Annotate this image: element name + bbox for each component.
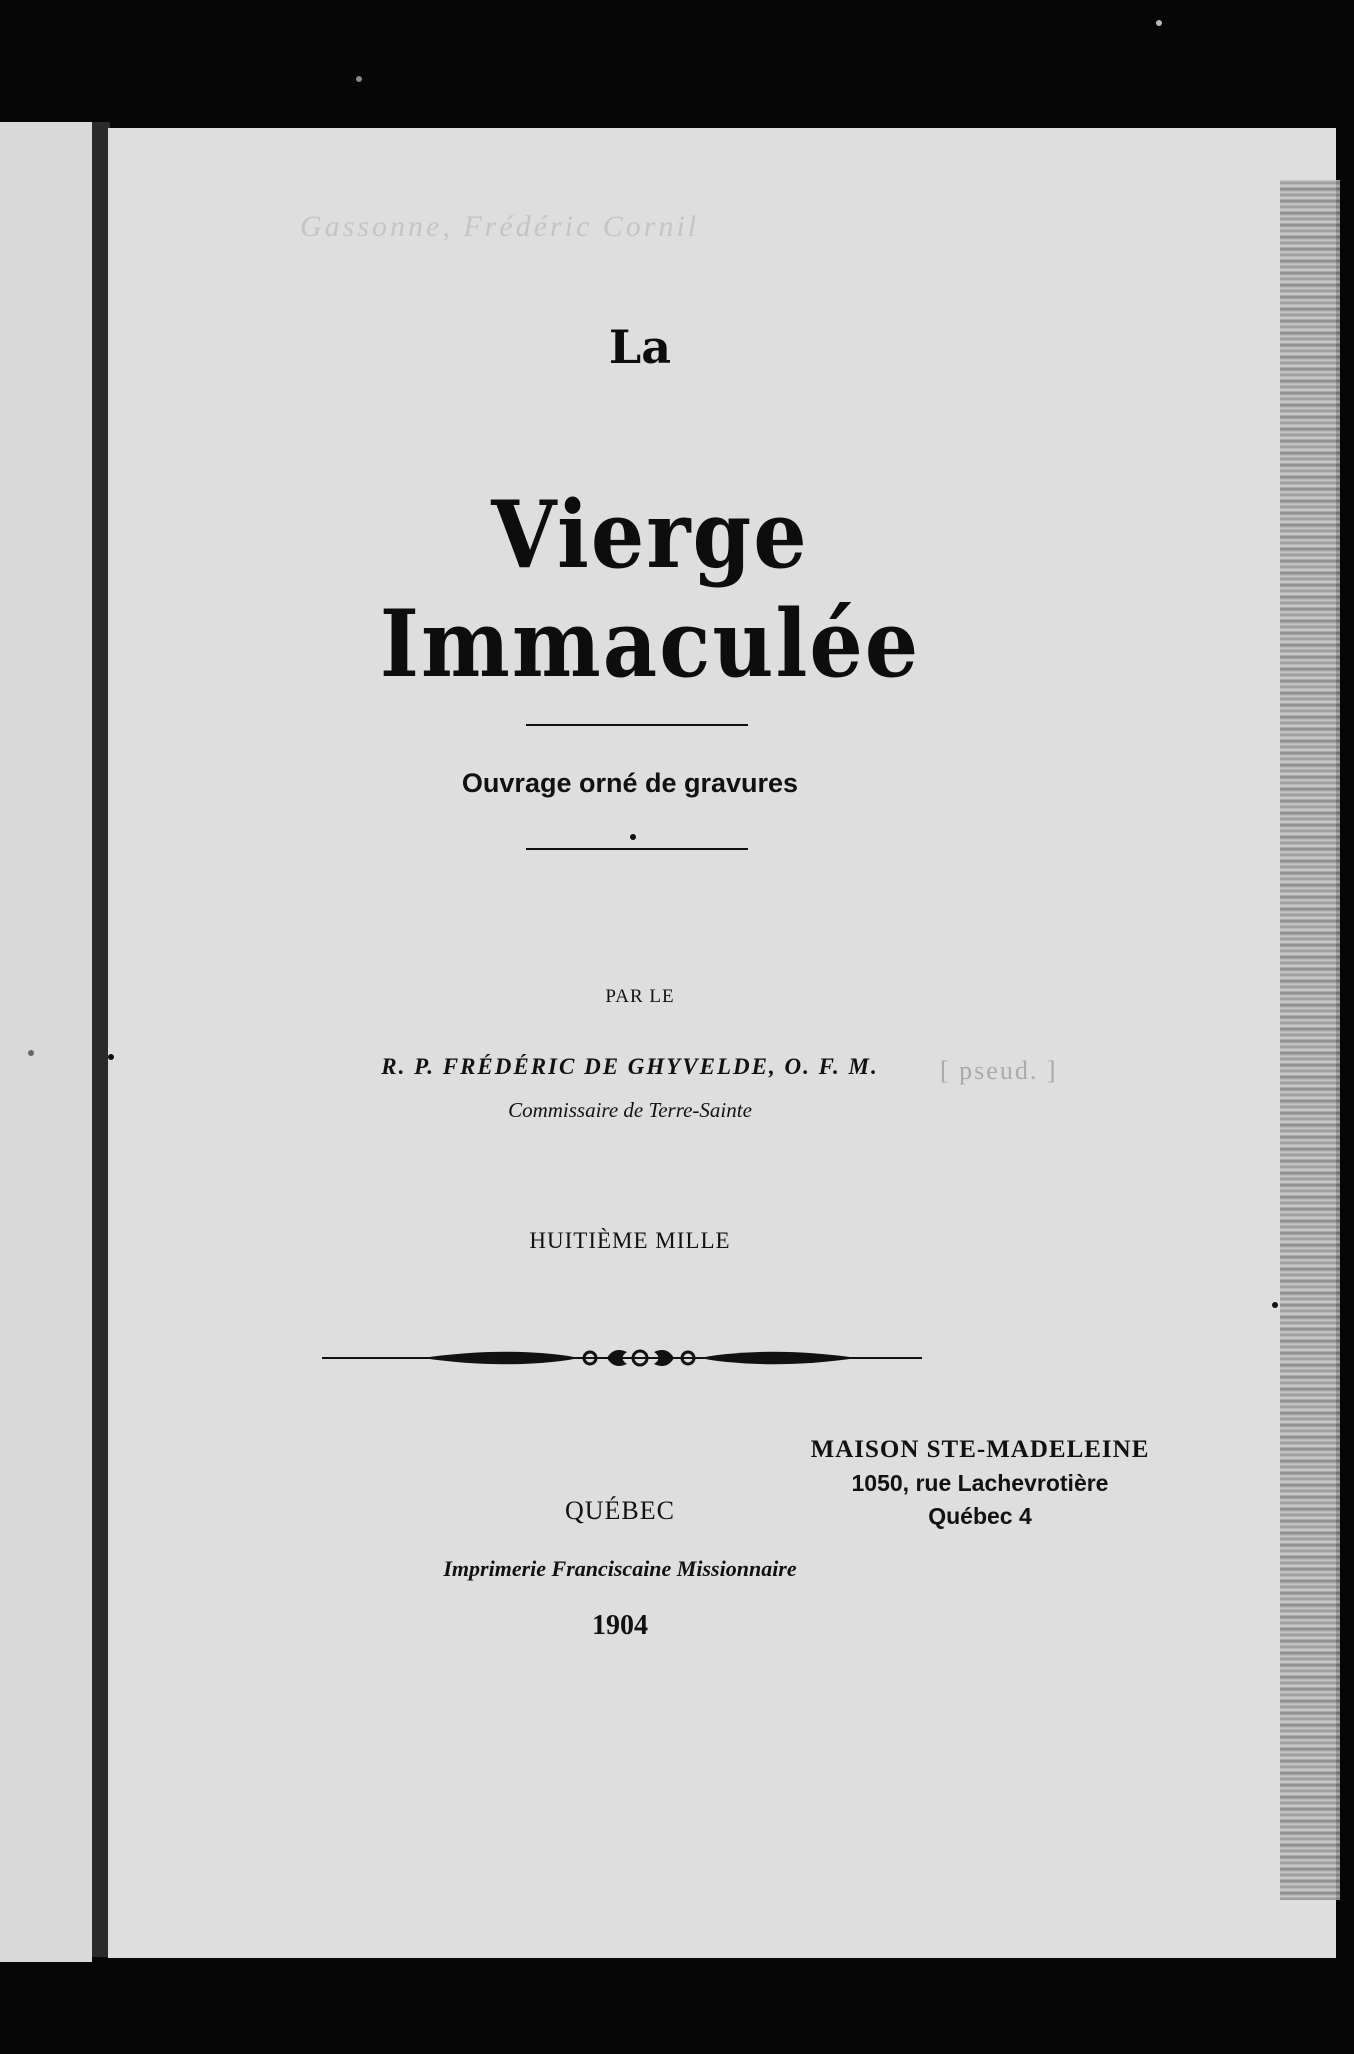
stamp-name: MAISON STE-MADELEINE (810, 1436, 1150, 1463)
imprint-city: QUÉBEC (565, 1496, 675, 1525)
imprint-printer: Imprimerie Franciscaine Missionnaire (443, 1556, 797, 1581)
dust-speck (108, 1054, 114, 1060)
byline-prefix: PAR LE (605, 986, 675, 1007)
dust-speck (1272, 1302, 1278, 1308)
ornament-divider-icon (322, 1338, 922, 1378)
rule-dot (630, 834, 636, 840)
rule-bottom (526, 848, 748, 850)
subtitle: Ouvrage orné de gravures (461, 768, 799, 798)
pencil-annotation: Gassonne, Frédéric Cornil (300, 210, 700, 243)
edition-statement: HUITIÈME MILLE (529, 1228, 731, 1253)
title-page (108, 128, 1336, 1958)
rule-top (526, 724, 748, 726)
book-title: Vierge Immaculée (379, 480, 921, 698)
title-article: La (608, 320, 672, 374)
dust-speck (28, 1050, 34, 1056)
stamp-city: Québec 4 (928, 1503, 1032, 1529)
author-name: R. P. FRÉDÉRIC DE GHYVELDE, O. F. M. (381, 1054, 879, 1079)
author-role: Commissaire de Terre-Sainte (508, 1098, 752, 1122)
stamp-street: 1050, rue Lachevrotière (851, 1470, 1109, 1496)
dust-speck (1156, 20, 1162, 26)
bracket-annotation: [ pseud. ] (940, 1056, 1058, 1085)
page-edge-texture (1280, 180, 1340, 1900)
dust-speck (356, 76, 362, 82)
facing-page (0, 122, 92, 1962)
library-stamp (800, 1436, 1160, 1530)
imprint-year: 1904 (592, 1610, 648, 1641)
